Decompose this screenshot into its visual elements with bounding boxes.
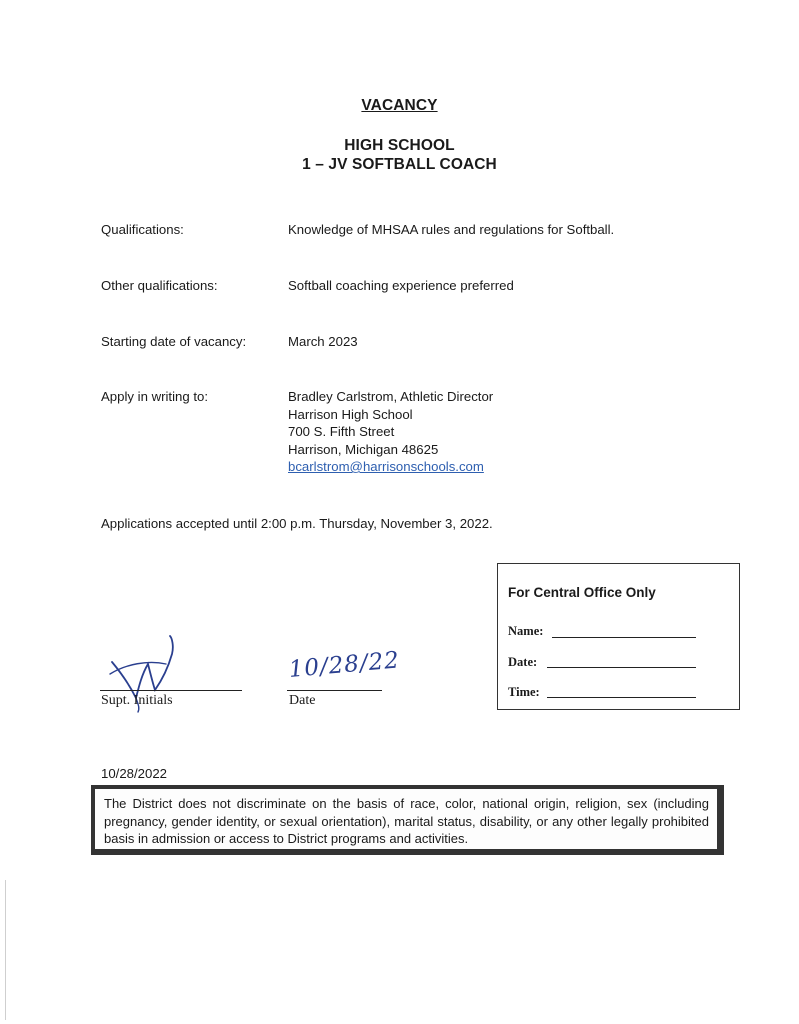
qualifications-value: Knowledge of MHSAA rules and regulations for Softball. (288, 222, 615, 237)
school-heading: HIGH SCHOOL (344, 137, 455, 154)
scan-margin-line (5, 880, 6, 1020)
apply-line: Harrison High School (288, 406, 413, 422)
qualifications-label: Qualifications: (101, 222, 184, 237)
other-qualifications-value: Softball coaching experience preferred (288, 278, 514, 293)
apply-address (288, 388, 493, 476)
apply-line: 700 S. Fifth Street (288, 424, 395, 439)
apply-line: Bradley Carlstrom, Athletic Director (288, 389, 494, 404)
office-time-label: Time: (508, 685, 540, 699)
central-office-box (497, 563, 740, 710)
office-time-line (547, 697, 696, 698)
central-office-title: For Central Office Only (508, 585, 656, 600)
initials-signature-line (100, 690, 242, 691)
office-date-label: Date: (508, 655, 538, 669)
date-label: Date (289, 693, 316, 708)
date-signature-line (287, 690, 382, 691)
office-name-label: Name: (508, 624, 544, 638)
office-name-line (552, 637, 696, 638)
apply-line: Harrison, Michigan 48625 (288, 441, 439, 457)
non-discrimination-notice: The District does not discriminate on the basis of race, color, national origin, religion, sex (including pregnancy, gender identity, or sexual orientation), marital status, disability, or any other legally prohibited basis in admission or access to District programs and activities. (91, 785, 724, 855)
initials-label: Supt. Initials (101, 693, 173, 708)
applications-deadline: Applications accepted until 2:00 p.m. Thursday, November 3, 2022. (101, 516, 493, 531)
other-qualifications-label: Other qualifications: (101, 278, 218, 293)
posting-date: 10/28/2022 (101, 766, 168, 781)
position-heading: 1 – JV SOFTBALL COACH (302, 156, 497, 173)
starting-date-value: March 2023 (288, 334, 358, 349)
contact-email-link[interactable]: bcarlstrom@harrisonschools.com (288, 459, 484, 474)
office-date-line (547, 667, 696, 668)
vacancy-heading: VACANCY (361, 97, 438, 114)
handwritten-date: 10/28/22 (287, 647, 401, 683)
apply-label: Apply in writing to: (101, 389, 209, 404)
starting-date-label: Starting date of vacancy: (101, 334, 247, 349)
